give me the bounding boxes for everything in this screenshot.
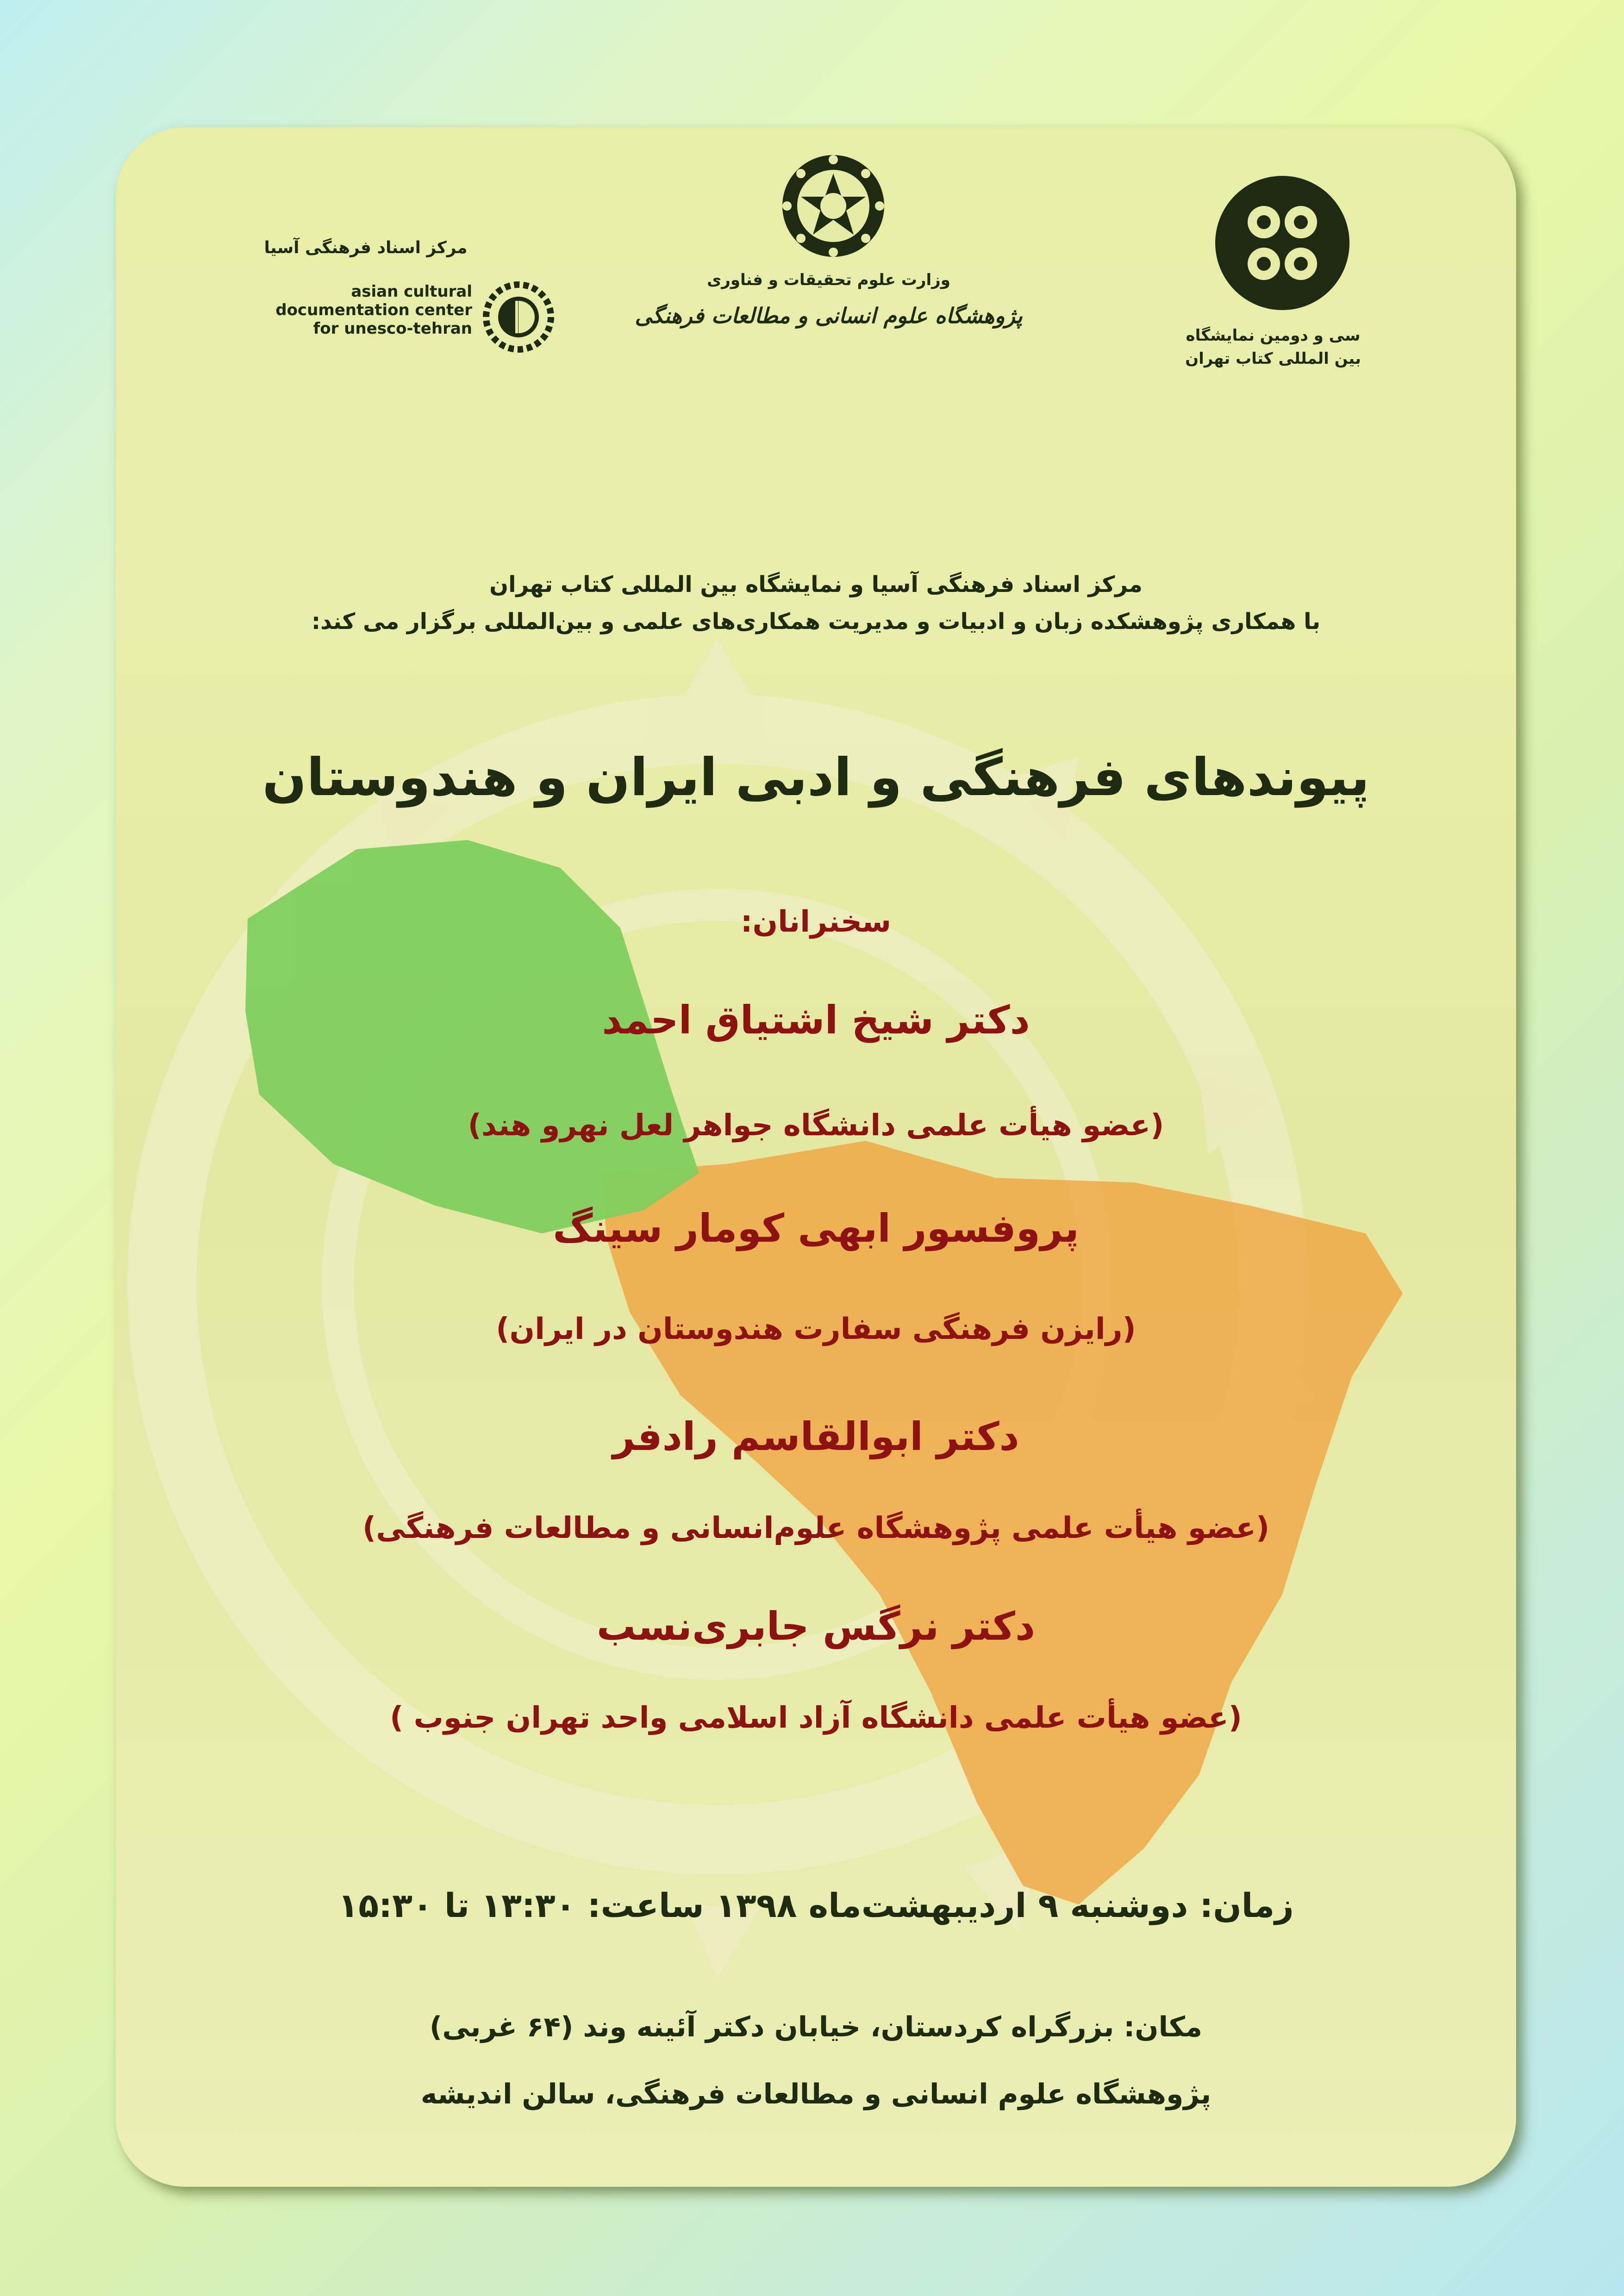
institute-name: پژوهشگاه علوم انسانی و مطالعات فرهنگی — [635, 303, 1023, 328]
left-logo-title: مرکز اسناد فرهنگی آسیا — [264, 238, 468, 257]
speaker-role: (عضو هیأت علمی دانشگاه آزاد اسلامی واحد تهران جنوب ) — [390, 1701, 1242, 1735]
sunburst-logo-icon — [479, 278, 558, 356]
speaker-name: دکتر شیخ اشتیاق احمد — [602, 997, 1030, 1043]
speakers-heading: سخنرانان: — [740, 905, 892, 939]
speaker-name: دکتر نرگس جابری‌نسب — [596, 1604, 1036, 1649]
book-fair-logo — [1130, 174, 1417, 405]
speaker-name: دکتر ابوالقاسم رادفر — [612, 1414, 1019, 1459]
left-logo-line1: asian cultural — [351, 282, 472, 301]
organizers-line1: مرکز اسناد فرهنگی آسیا و نمایشگاه بین المللی کتاب تهران — [489, 572, 1143, 597]
speaker-name: پروفسور ابهی کومار سینگ — [553, 1206, 1079, 1251]
organizers-line2: با همکاری پژوهشکده زبان و ادبیات و مدیریت همکاری‌های علمی و بین‌المللی برگزار می کند: — [311, 609, 1321, 635]
background-art — [116, 127, 1516, 2187]
asian-cultural-center-logo — [190, 238, 597, 396]
event-place-line2: پژوهشگاه علوم انسانی و مطالعات فرهنگی، سالن اندیشه — [420, 2078, 1212, 2110]
speaker-role: (عضو هیأت علمی پژوهشگاه علوم‌انسانی و مطالعات فرهنگی) — [362, 1511, 1270, 1545]
event-place-line1: مکان: بزرگراه کردستان، خیابان دکتر آئینه وند (۶۴ غربی) — [429, 2011, 1203, 2043]
left-logo-line3: for unesco-tehran — [313, 319, 472, 338]
star-rosette-icon — [778, 150, 889, 261]
event-time: زمان: دوشنبه ۹ اردیبهشت‌ماه ۱۳۹۸ ساعت: ۱۳:۳۰ تا ۱۵:۳۰ — [338, 1886, 1294, 1925]
research-institute-logo — [620, 150, 1037, 428]
book-fair-line1: سی و دومین نمایشگاه — [1186, 326, 1361, 345]
page-title: پیوندهای فرهنگی و ادبی ایران و هندوستان — [262, 747, 1370, 808]
ministry-name: وزارت علوم تحقیقات و فناوری — [707, 271, 950, 289]
poster-card — [116, 127, 1516, 2187]
left-logo-line2: documentation center — [275, 301, 472, 319]
book-fair-line2: بین المللی کتاب تهران — [1185, 349, 1361, 368]
book-fair-emblem-icon — [1213, 174, 1352, 312]
speaker-role: (عضو هیأت علمی دانشگاه جواهر لعل نهرو هند) — [468, 1108, 1164, 1143]
speaker-role: (رایزن فرهنگی سفارت هندوستان در ایران) — [496, 1312, 1136, 1346]
